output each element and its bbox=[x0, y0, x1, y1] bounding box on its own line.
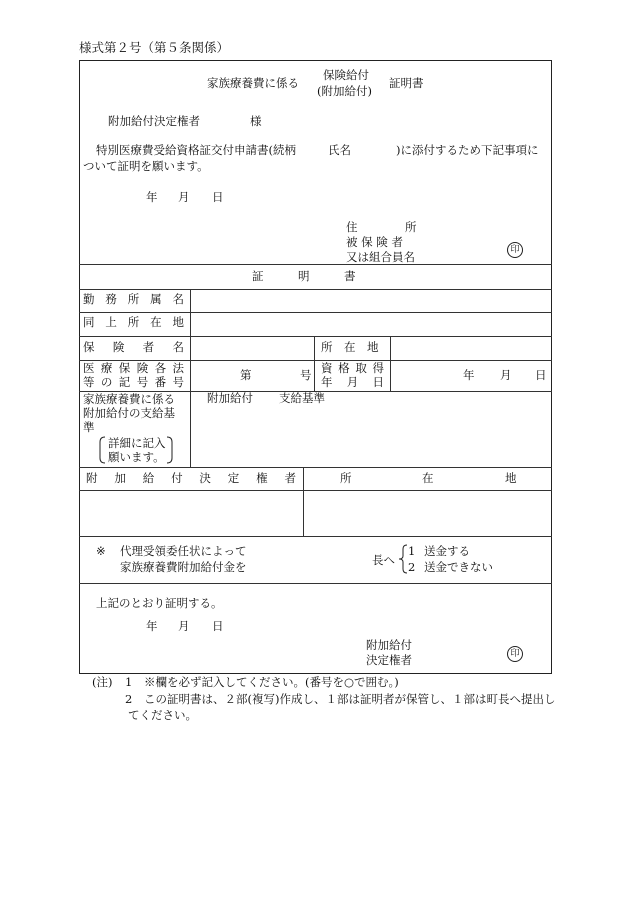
applicant-seal-mark: 印 bbox=[507, 242, 523, 258]
proxy-options-brace bbox=[398, 544, 408, 574]
divider-section-bottom bbox=[79, 289, 552, 290]
criteria-label-2: 附加給付の支給基 bbox=[83, 406, 175, 420]
divider-section-top bbox=[79, 264, 552, 265]
insurance-symbol-label-1: 医 療 保 険 各 法 bbox=[83, 361, 184, 375]
notes-label: (注) bbox=[92, 675, 113, 689]
section-title: 証 明 書 bbox=[252, 269, 356, 283]
symbol-dai: 第 bbox=[240, 368, 252, 382]
qualification-label-2: 年 月 日 bbox=[321, 375, 384, 389]
note-2-text-1: この証明書は、２部(複写)作成し、１部は証明者が保管し、１部は町長へ提出し bbox=[144, 692, 556, 706]
signer-label-1: 附加給付 bbox=[366, 638, 412, 652]
note-2-text-2: てください。 bbox=[128, 708, 197, 722]
symbol-gou: 号 bbox=[300, 368, 312, 382]
proxy-mark: ※ bbox=[96, 544, 106, 558]
divider-row-1 bbox=[79, 312, 552, 313]
insurer-mid-divider bbox=[314, 336, 315, 391]
addressee-label: 附加給付決定権者 bbox=[108, 114, 200, 128]
left-column-divider bbox=[190, 289, 191, 467]
certification-date-day: 日 bbox=[212, 619, 224, 633]
workplace-label: 勤 務 所 属 名 bbox=[83, 292, 184, 306]
criteria-label-1: 家族療養費に係る bbox=[83, 392, 175, 406]
proxy-text-2: 家族療養費附加給付金を bbox=[120, 560, 247, 574]
qualification-date-day: 日 bbox=[535, 368, 547, 382]
insurer-location-label: 所 在 地 bbox=[321, 340, 379, 354]
proxy-text-1: 代理受領委任状によって bbox=[120, 544, 247, 558]
detail-note-2: 願います。 bbox=[108, 450, 165, 464]
certification-date-year: 年 bbox=[146, 619, 158, 633]
form-number: 様式第２号（第５条関係） bbox=[79, 40, 230, 55]
qualification-date-month: 月 bbox=[500, 368, 512, 382]
criteria-label-3: 準 bbox=[83, 420, 95, 434]
authority-location-2: 在 bbox=[422, 471, 434, 485]
proxy-option-1-number: 1 bbox=[408, 544, 416, 558]
proxy-option-1: 送金する bbox=[424, 544, 470, 558]
divider-row-2 bbox=[79, 336, 552, 337]
divider-row-7 bbox=[79, 536, 552, 537]
request-text-1: 特別医療費受給資格証交付申請書(続柄 bbox=[96, 143, 296, 157]
divider-row-6 bbox=[79, 490, 552, 491]
authority-location-3: 地 bbox=[505, 471, 517, 485]
applicant-insured-label: 被 保 険 者 bbox=[346, 235, 403, 249]
note-2-number: 2 bbox=[125, 692, 133, 706]
qualification-date-year: 年 bbox=[463, 368, 475, 382]
authority-column-divider bbox=[303, 467, 304, 536]
proxy-option-2-number: 2 bbox=[408, 560, 416, 574]
divider-row-8 bbox=[79, 583, 552, 584]
applicant-address-label-2: 所 bbox=[405, 220, 417, 234]
request-date-year: 年 bbox=[146, 190, 158, 204]
title-option-insurance: 保険給付 bbox=[323, 68, 369, 82]
signer-label-2: 決定権者 bbox=[366, 653, 412, 667]
applicant-address-label-1: 住 bbox=[346, 220, 358, 234]
authority-header-label: 附 加 給 付 決 定 権 者 bbox=[86, 471, 296, 485]
request-date-month: 月 bbox=[178, 190, 190, 204]
applicant-member-label: 又は組合員名 bbox=[346, 250, 415, 264]
note-1-number: 1 bbox=[125, 675, 133, 689]
detail-note-1: 詳細に記入 bbox=[108, 436, 166, 450]
certification-text: 上記のとおり証明する。 bbox=[96, 596, 223, 610]
proxy-option-2: 送金できない bbox=[424, 560, 493, 574]
criteria-value-additional: 附加給付 bbox=[207, 391, 253, 405]
title-option-additional: (附加給付) bbox=[317, 84, 372, 98]
certification-date-month: 月 bbox=[178, 619, 190, 633]
request-text-3: ついて証明を願います。 bbox=[83, 159, 209, 173]
note-1-text: ※欄を必ず記入してください。(番号を○で囲む。) bbox=[144, 675, 399, 689]
request-date-day: 日 bbox=[212, 190, 224, 204]
divider-row-5 bbox=[79, 467, 552, 468]
criteria-value-standard: 支給基準 bbox=[279, 391, 325, 405]
insurer-right-divider bbox=[390, 336, 391, 391]
title-suffix: 証明書 bbox=[389, 76, 424, 90]
insurance-symbol-label-2: 等 の 記 号 番 号 bbox=[83, 375, 184, 389]
authority-location-1: 所 bbox=[340, 471, 352, 485]
addressee-honorific: 様 bbox=[250, 114, 262, 128]
request-text-2: )に添付するため下記事項に bbox=[396, 143, 539, 157]
proxy-town-chief: 長へ bbox=[372, 553, 395, 567]
qualification-label-1: 資 格 取 得 bbox=[321, 361, 384, 375]
title-prefix: 家族療養費に係る bbox=[207, 76, 299, 90]
request-name-label: 氏名 bbox=[328, 143, 351, 157]
detail-right-bracket bbox=[163, 436, 175, 464]
signer-seal-mark: 印 bbox=[507, 646, 523, 662]
insurer-name-label: 保 険 者 名 bbox=[83, 340, 184, 354]
workplace-address-label: 同 上 所 在 地 bbox=[83, 315, 184, 329]
